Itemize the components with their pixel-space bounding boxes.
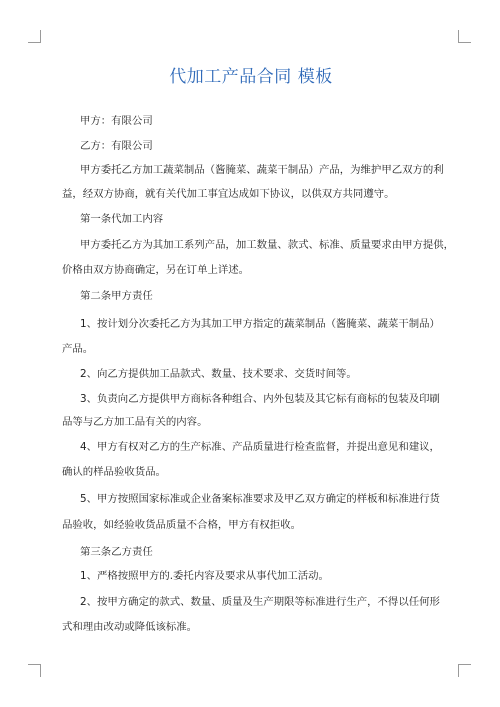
crop-mark-bottom-left: [28, 664, 41, 677]
section-heading: 第一条代加工内容: [80, 213, 164, 225]
paragraph-line: 品验收，如经验收货品质量不合格，甲方有权拒收。: [62, 519, 301, 531]
paragraph-line: 3、负责向乙方提供甲方商标各种组合、内外包装及其它标有商标的包装及印刷: [80, 393, 440, 405]
paragraph-line: 1、严格按照甲方的.委托内容及要求从事代加工活动。: [80, 570, 329, 582]
paragraph-line: 价格由双方协商确定，另在订单上详述。: [62, 264, 250, 276]
paragraph-line: 甲方委托乙方加工蔬菜制品（酱腌菜、蔬菜干制品）产品，为维护甲乙双方的利: [80, 164, 444, 176]
paragraph-line: 品等与乙方加工品有关的内容。: [62, 416, 208, 428]
party-a-line: 甲方：有限公司: [80, 115, 153, 127]
crop-mark-top-left: [28, 30, 41, 43]
paragraph-line: 5、甲方按照国家标准或企业备案标准要求及甲乙双方确定的样板和标准进行货: [80, 493, 440, 505]
paragraph-line: 1、按计划分次委托乙方为其加工甲方指定的蔬菜制品（酱腌菜、蔬菜干制品）: [80, 318, 440, 330]
paragraph-line: 2、按甲方确定的款式、数量、质量及生产期限等标准进行生产，不得以任何形: [80, 596, 440, 608]
paragraph-line: 确认的样品验收货品。: [62, 466, 166, 478]
paragraph-line: 式和理由改动或降低该标准。: [62, 621, 198, 633]
paragraph-line: 益，经双方协商，就有关代加工事宜达成如下协议，以供双方共同遵守。: [62, 188, 395, 200]
section-heading: 第二条甲方责任: [80, 290, 153, 302]
party-b-line: 乙方：有限公司: [80, 140, 153, 152]
crop-mark-bottom-right: [458, 664, 471, 677]
paragraph-line: 产品。: [62, 343, 94, 355]
paragraph-line: 甲方委托乙方为其加工系列产品，加工数量、款式、标准、质量要求由甲方提供，: [80, 239, 455, 251]
section-heading: 第三条乙方责任: [80, 546, 153, 558]
paragraph-line: 4、甲方有权对乙方的生产标准、产品质量进行检查监督，并提出意见和建议，: [80, 441, 440, 453]
crop-mark-top-right: [458, 30, 471, 43]
paragraph-line: 2、向乙方提供加工品款式、数量、技术要求、交货时间等。: [80, 368, 357, 380]
document-title: 代加工产品合同 模板: [169, 67, 333, 87]
